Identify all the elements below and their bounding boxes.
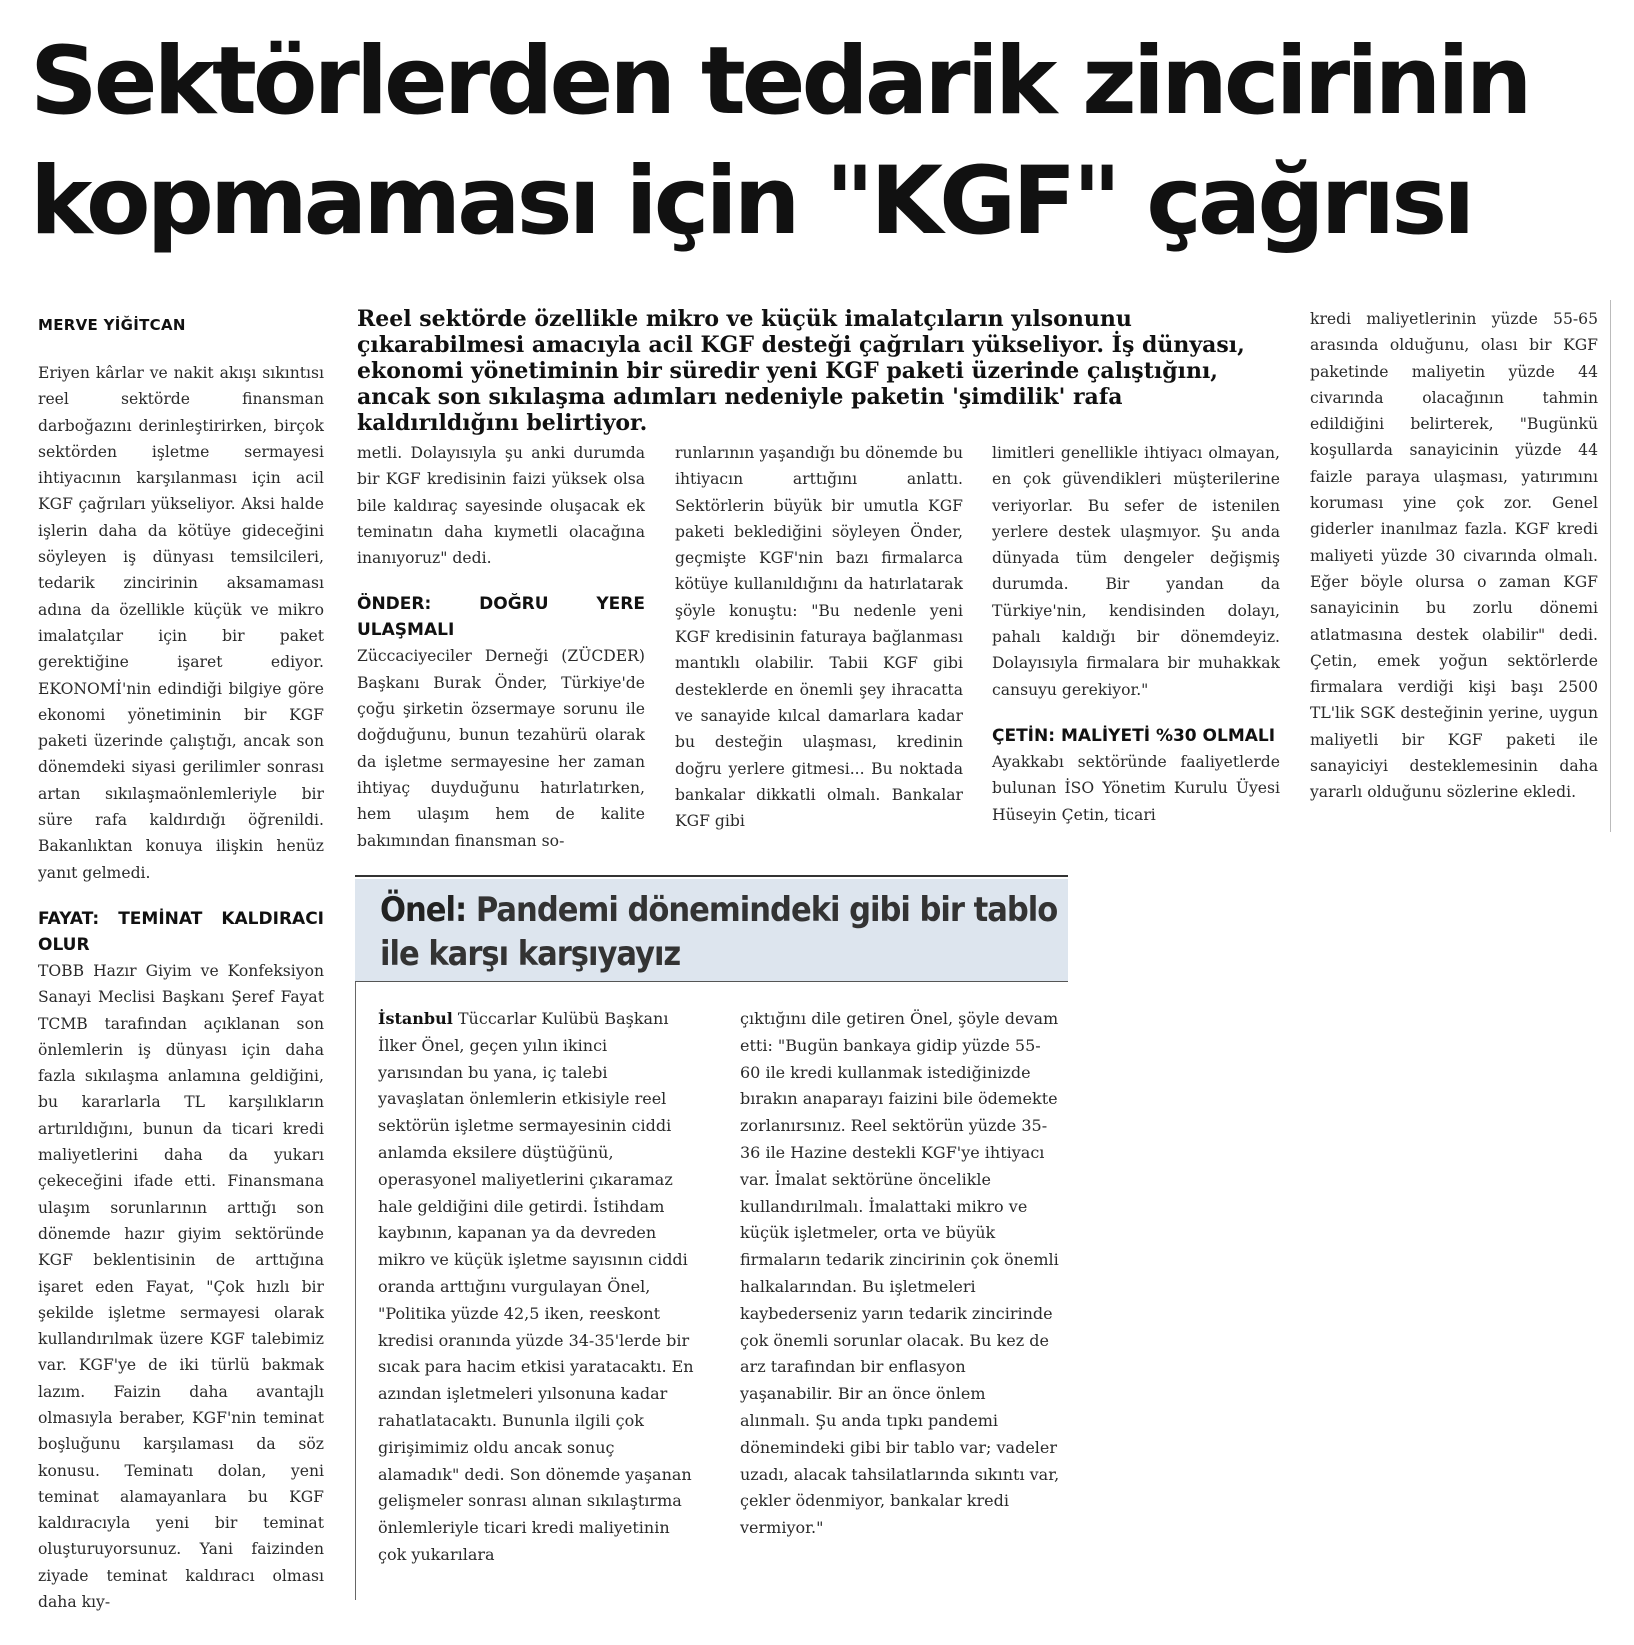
article-column-2 [357, 440, 645, 850]
sidebar-dateline: İstanbul [378, 1009, 453, 1028]
sidebar-title [380, 888, 1060, 976]
column-1-paragraph-1: Eriyen kârlar ve nakit akışı sıkıntısı reel sektörde finansman darboğazını derinleştirirken, birçok sektörden işletme sermayesi ihtiyacının karşılanması için acil KGF çağrıları yükseliyor. Aksi halde işlerin daha da kötüye gideceğini söyleyen iş dünyası temsilcileri, tedarik zincirinin aksamaması adına da özellikle küçük ve mikro imalatçılar için bir paket gerektiğine işaret ediyor. EKONOMİ'nin edindiği bilgiye göre ekonomi yönetiminin bir KGF paketi üzerinde çalıştığı, ancak son dönemdeki siyasi gerilimler sonrası artan sıkılaşmaönlemleriyle bir süre rafa kaldırdığı öğrenildi. Bakanlıktan konuya ilişkin henüz yanıt gelmedi. [38, 364, 324, 882]
sidebar-title-name: Önel: [380, 890, 467, 930]
article-column-4 [992, 440, 1280, 840]
sidebar-left-text: Tüccarlar Kulübü Başkanı İlker Önel, geçen yılın ikinci yarısından bu yana, iç talebi yavaşlatan önlemlerin etkisiyle reel sektörün işletme sermayesinin ciddi anlamda eksilere düştüğünü, operasyonel maliyetlerini çıkaramaz hale geldiğini dile getirdi. İstihdam kaybının, kapanan ya da devreden mikro ve küçük işletme sayısının ciddi oranda arttığını vurgulayan Önel, "Politika yüzde 42,5 iken, reeskont kredisi oranında yüzde 34-35'lerde bir sıcak para hacim etkisi yaratacaktı. En azından işletmeleri yılsonuna kadar rahatlatacaktı. Bununla ilgili çok girişimimiz oldu ancak sonuç alamadık" dedi. Son dönemde yaşanan gelişmeler sonrası alınan sıkılaştırma önlemleriyle ticari kredi maliyetinin çok yukarılara [378, 1009, 694, 1564]
column-divider [1610, 300, 1611, 832]
article-column-1 [38, 360, 324, 1612]
sidebar-header-rule [355, 981, 1068, 982]
subheading-onder: ÖNDER: DOĞRU YERE ULAŞMALI [357, 594, 645, 641]
byline: MERVE YİĞİTCAN [38, 316, 186, 334]
subheading-cetin: ÇETİN: MALİYETİ %30 OLMALI [992, 725, 1276, 746]
article-column-3 [675, 440, 963, 840]
sidebar-title-text: Pandemi dönemindeki gibi bir tablo ile karşı karşıyayız [380, 890, 1058, 974]
article-column-5 [1310, 306, 1598, 846]
subheading-fayat: FAYAT: TEMİNAT KALDIRACI OLUR [38, 908, 324, 955]
headline: Sektörlerden tedarik zincirinin kopmaması için "KGF" çağrısı [30, 27, 1529, 256]
column-2-paragraph-1: metli. Dolayısıyla şu anki durumda bir KGF kredisinin faizi yüksek olsa bile kaldıraç sayesinde oluşacak ek teminatın daha kıymetli olacağına inanıyoruz" dedi. [357, 444, 645, 568]
column-1-paragraph-2: TOBB Hazır Giyim ve Konfeksiyon Sanayi Meclisi Başkanı Şeref Fayat TCMB tarafından açıklanan son önlemlerin iş dünyası için daha fazla sıkılaşma anlamına geldiğini, bu kararlarla TL karşılıkların artırıldığını, bunun da ticari kredi maliyetlerini daha da yukarı çekeceğini ifade etti. Finansmana ulaşım sorunlarının arttığı son dönemde hazır giyim sektöründe KGF beklentisinin de arttığına işaret eden Fayat, "Çok hızlı bir şekilde işletme sermayesi olarak kullandırılmak üzere KGF talebimiz var. KGF'ye de iki türlü bakmak lazım. Faizin daha avantajlı olmasıyla beraber, KGF'nin teminat boşluğunu karşılaması da söz konusu. Teminatı dolan, yeni teminat alamayanlara bu KGF kaldıracıyla yeni bir teminat oluşturuyorsunuz. Yani faizinden ziyade teminat kaldıracı olması daha kıy- [38, 961, 324, 1612]
column-4-paragraph-2: Ayakkabı sektöründe faaliyetlerde bulunan İSO Yönetim Kurulu Üyesi Hüseyin Çetin, ticari [992, 752, 1280, 824]
column-3-paragraph-1: runlarının yaşandığı bu dönemde bu ihtiyacın arttığını anlattı. Sektörlerin büyük bir umutla KGF paketi beklediğini söyleyen Önder, geçmişte KGF'nin bazı firmalarca kötüye kullanıldığını da hatırlatarak şöyle konuştu: "Bu nedenle yeni KGF kredisinin faturaya bağlanması mantıklı olabilir. Tabii KGF gibi desteklerde en önemli şey ihracatta ve sanayide kılcal damarlara kadar bu desteğin ulaşması, kredinin doğru yerlere gitmesi... Bu noktada bankalar dikkatli olmalı. Bankalar KGF gibi [675, 444, 963, 831]
sidebar-top-rule [355, 875, 1068, 877]
column-5-paragraph-1: kredi maliyetlerinin yüzde 55-65 arasında olduğunu, olası bir KGF paketinde maliyetin yüzde 44 civarında olacağının tahmin edildiğini belirterek, "Bugünkü koşullarda sanayicinin yüzde 44 faizle paraya ulaşması, yatırımını koruması yine çok zor. Genel giderler inanılmaz fazla. KGF kredi maliyeti yüzde 30 civarında olmalı. Eğer böyle olursa o zaman KGF sanayicinin bu zorlu dönemi atlatmasına destek olabilir" dedi. Çetin, emek yoğun sektörlerde firmalara verdiği kişi başı 2500 TL'lik SGK desteğinin yerine, uygun maliyetli bir KGF paketi ile sanayiciyi desteklemesinin daha yararlı olduğunu sözlerine ekledi. [1310, 310, 1598, 802]
column-4-paragraph-1: limitleri genellikle ihtiyacı olmayan, en çok güvendikleri müşterilerine veriyorlar. Bu sefer de istenilen yerlere destek ulaşmıyor. Şu anda dünyada tüm dengeler değişmiş durumda. Bir yandan da Türkiye'nin, kendisinden dolayı, pahalı kaldığı bir dönemdeyiz. Dolayısıyla firmalara bir muhakkak cansuyu gerekiyor." [992, 444, 1280, 699]
lead-paragraph: Reel sektörde özellikle mikro ve küçük imalatçıların yılsonunu çıkarabilmesi amacıyla acil KGF desteği çağrıları yükseliyor. İş dünyası, ekonomi yönetiminin bir süredir yeni KGF paketi üzerinde çalıştığını, ancak son sıkılaşma adımları nedeniyle paketin 'şimdilik' rafa kaldırıldığını belirtiyor. [357, 306, 1245, 436]
column-2-paragraph-2: Züccaciyeciler Derneği (ZÜCDER) Başkanı Burak Önder, Türkiye'de çoğu şirketin özsermaye sorunu ile doğduğunu, bunun tezahürü olarak da işletme sermayesine her zaman ihtiyaç duyduğunu hatırlatırken, hem ulaşım hem de kalite bakımından finansman so- [357, 647, 645, 850]
sidebar-column-right: çıktığını dile getiren Önel, şöyle devam etti: "Bugün bankaya gidip yüzde 55-60 ile kredi kullanmak istediğinizde bırakın anaparayı faizini bile ödemekte zorlanırsınız. Reel sektörün yüzde 35-36 ile Hazine destekli KGF'ye ihtiyacı var. İmalat sektörüne öncelikle kullandırılmalı. İmalattaki mikro ve küçük işletmeler, orta ve büyük firmaların tedarik zincirinin çok önemli halkalarından. Bu işletmeleri kaybederseniz yarın tedarik zincirinde çok önemli sorunlar olacak. Bu kez de arz tarafından bir enflasyon yaşanabilir. Bir an önce önlem alınmalı. Şu anda tıpkı pandemi dönemindeki gibi bir tablo var; vadeler uzadı, alacak tahsilatlarında sıkıntı var, çekler ödenmiyor, bankalar kredi vermiyor." [740, 1009, 1060, 1538]
sidebar-left-rule [355, 982, 356, 1600]
sidebar-column-left [378, 1006, 696, 1600]
